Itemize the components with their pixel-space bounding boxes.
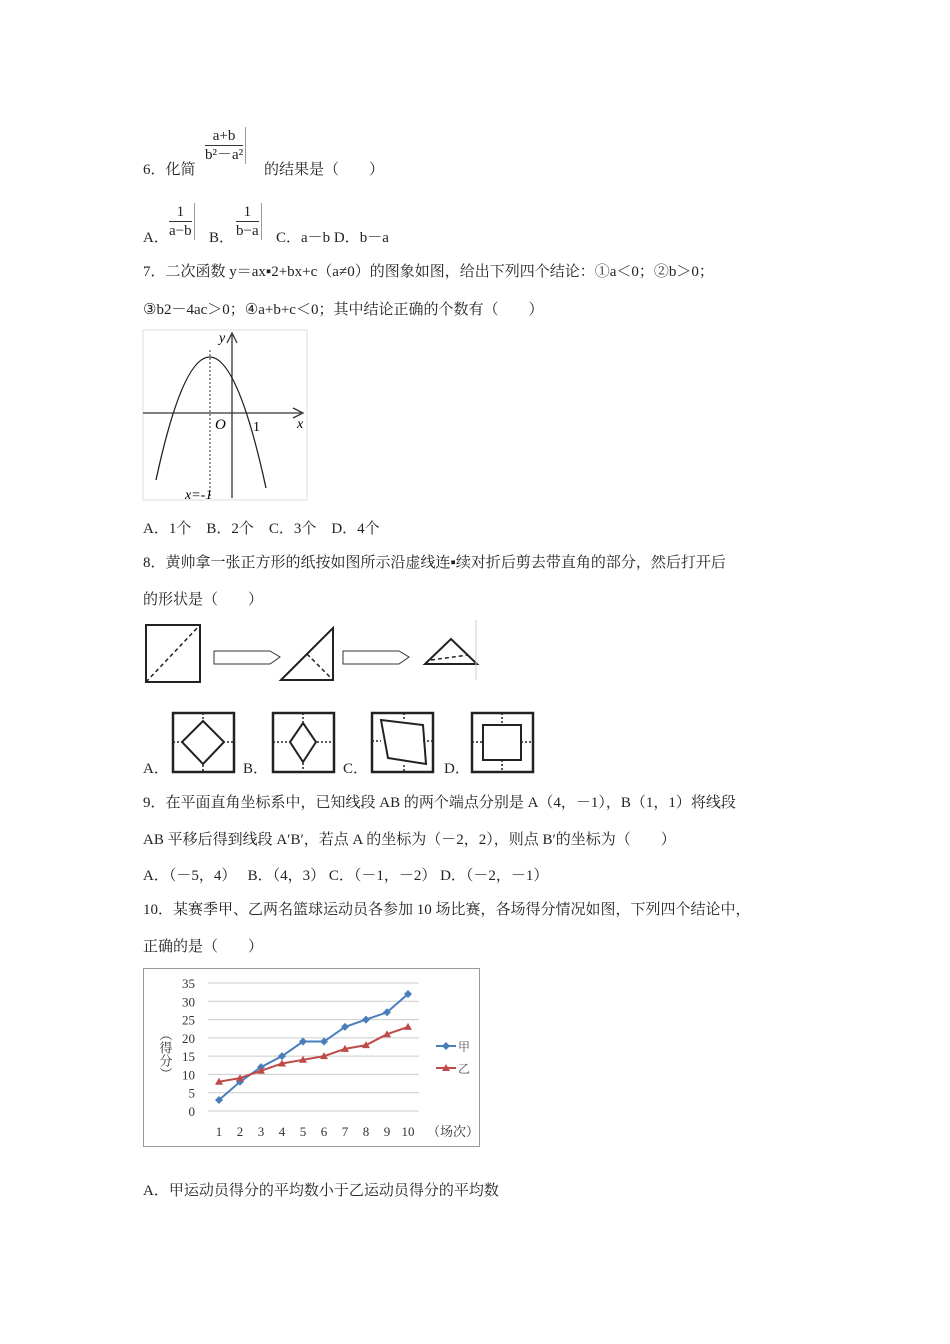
q9-line2: AB 平移后得到线段 A′B′，若点 A 的坐标为（－2，2），则点 B′的坐标为（ ） [143, 832, 676, 848]
q6-option-a-fraction [167, 203, 195, 240]
x-tick-label: 4 [278, 1124, 286, 1139]
legend-label: 甲 [458, 1040, 471, 1054]
x-tick-label: 10 [401, 1124, 415, 1139]
q6-option-b-numerator: 1 [236, 203, 259, 222]
x-axis-label: x [297, 417, 304, 432]
y-tick-label: 30 [182, 994, 195, 1010]
q6-fraction [203, 127, 246, 164]
q6-option-a-denominator: a−b [169, 223, 192, 239]
q8-option-b-label: B． [243, 761, 269, 777]
q7-options: A．1个 B．2个 C．3个 D．4个 [143, 521, 380, 537]
x-tick-label: 5 [299, 1124, 307, 1139]
x-tick-label: 3 [257, 1124, 265, 1139]
q8-line1: 8．黄帅拿一张正方形的纸按如图所示沿虚线连▪续对折后剪去带直角的部分，然后打开后 [143, 555, 726, 571]
y-axis-label: （得分） [157, 1028, 173, 1080]
option-c-shape [371, 712, 435, 774]
option-b-shape [272, 712, 336, 774]
x-tick-label: 6 [320, 1124, 328, 1139]
q6-prefix: 6．化简 [143, 162, 196, 178]
folding-steps-diagram [143, 620, 483, 685]
q10-line1: 10．某赛季甲、乙两名篮球运动员各参加 10 场比赛，各场得分情况如图，下列四个结论中， [143, 902, 751, 918]
y-tick-label: 0 [188, 1104, 195, 1119]
x-tick-label: 7 [341, 1124, 349, 1139]
q6-numerator: a+b [205, 127, 243, 146]
graph-frame [143, 330, 307, 500]
y-tick-label: 5 [188, 1085, 195, 1101]
q6-option-b-label: B． [209, 230, 235, 246]
q8-line2: 的形状是（ ） [143, 592, 264, 608]
q9-line1: 9．在平面直角坐标系中，已知线段 AB 的两个端点分别是 A（4，－1），B（1，1）将线段 [143, 795, 736, 811]
q8-option-d-label: D． [444, 761, 470, 777]
x-tick-label: 9 [383, 1124, 391, 1139]
x-tick-label: 2 [236, 1124, 244, 1139]
symmetry-axis-label: x=-1 [185, 488, 213, 503]
x-axis-label: （场次） [427, 1124, 480, 1139]
option-d-shape [471, 712, 535, 774]
q10-line2: 正确的是（ ） [143, 939, 264, 955]
y-tick-label: 15 [182, 1049, 195, 1065]
y-axis-label: y [219, 331, 226, 346]
q6-option-a-numerator: 1 [169, 203, 192, 222]
arrow-icon [343, 651, 409, 664]
cut-line [431, 655, 468, 660]
q7-line2: ③b2－4ac＞0；④a+b+c＜0；其中结论正确的个数有（ ） [143, 302, 544, 318]
q9-options: A．（－5，4） B．（4，3） C．（－1，－2） D．（－2，－1） [143, 868, 549, 884]
arrow-icon [214, 651, 280, 664]
q10-option-a: A．甲运动员得分的平均数小于乙运动员得分的平均数 [143, 1183, 499, 1199]
fold-line [146, 625, 200, 682]
tick-1-label: 1 [253, 420, 260, 435]
q6-option-b-denominator: b−a [236, 223, 259, 239]
parabola-graph [143, 330, 308, 502]
q6-denominator: b²－a² [205, 147, 244, 163]
q6-option-a-label: A． [143, 230, 169, 246]
q6-options-cd: C．a－b D．b－a [276, 230, 389, 246]
q8-option-a-label: A． [143, 761, 169, 777]
fold-line [307, 654, 333, 680]
x-tick-label: 8 [362, 1124, 370, 1139]
y-tick-label: 10 [182, 1067, 195, 1083]
y-tick-label: 25 [182, 1012, 195, 1028]
origin-label: O [215, 417, 226, 433]
x-tick-label: 1 [215, 1124, 223, 1139]
q6-option-b-fraction [234, 203, 262, 240]
option-a-shape [172, 712, 236, 774]
legend-label: 乙 [458, 1062, 471, 1076]
q8-option-c-label: C． [343, 761, 369, 777]
score-line-chart [143, 968, 481, 1148]
y-tick-label: 35 [182, 976, 195, 991]
parabola-curve [156, 357, 266, 488]
q6-suffix: 的结果是（ ） [264, 162, 385, 178]
y-tick-label: 20 [182, 1030, 195, 1046]
q7-line1: 7．二次函数 y＝ax▪2+bx+c（a≠0）的图象如图，给出下列四个结论：①a＜0；②b＞0； [143, 264, 714, 280]
